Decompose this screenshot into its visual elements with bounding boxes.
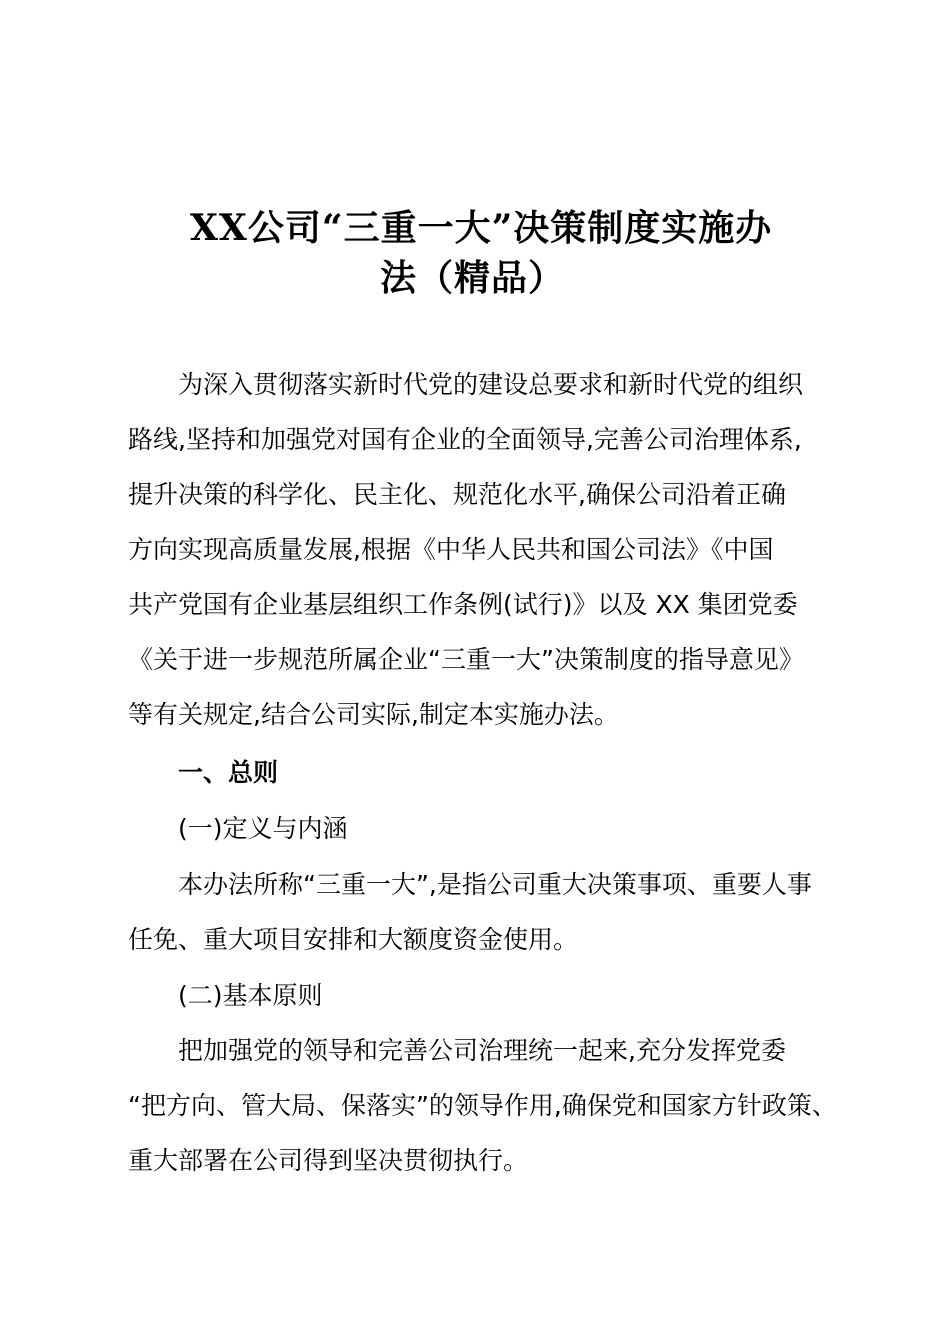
principles-line-1: 把加强党的领导和完善公司治理统一起来,充分发挥党委 — [178, 1036, 786, 1065]
subsection-heading-principles: (二)基本原则 — [178, 981, 323, 1010]
document-title-line-1: XX公司“三重一大”决策制度实施办 — [190, 207, 773, 249]
subsection-heading-definition: (一)定义与内涵 — [178, 814, 348, 843]
intro-line-7: 等有关规定,结合公司实际,制定本实施办法。 — [128, 700, 619, 729]
intro-line-3: 提升决策的科学化、民主化、规范化水平,确保公司沿着正确 — [128, 480, 786, 509]
intro-line-1: 为深入贯彻落实新时代党的建设总要求和新时代党的组织 — [178, 370, 804, 399]
definition-line-2: 任免、重大项目安排和大额度资金使用。 — [128, 925, 579, 954]
intro-line-5: 共产党国有企业基层组织工作条例(试行)》以及 XX 集团党委 — [128, 590, 798, 619]
document-title-line-2: 法（精品） — [380, 257, 566, 299]
intro-line-2: 路线,坚持和加强党对国有企业的全面领导,完善公司治理体系, — [128, 425, 802, 454]
principles-line-3: 重大部署在公司得到坚决贯彻执行。 — [128, 1146, 529, 1175]
intro-line-4: 方向实现高质量发展,根据《中华人民共和国公司法》《中国 — [128, 535, 774, 564]
intro-line-6: 《关于进一步规范所属企业“三重一大”决策制度的指导意见》 — [128, 645, 804, 674]
definition-line-1: 本办法所称“三重一大”,是指公司重大决策事项、重要人事 — [178, 870, 812, 899]
principles-line-2: “把方向、管大局、保落实”的领导作用,确保党和国家方针政策、 — [128, 1091, 837, 1120]
section-heading-general: 一、总则 — [178, 758, 279, 787]
